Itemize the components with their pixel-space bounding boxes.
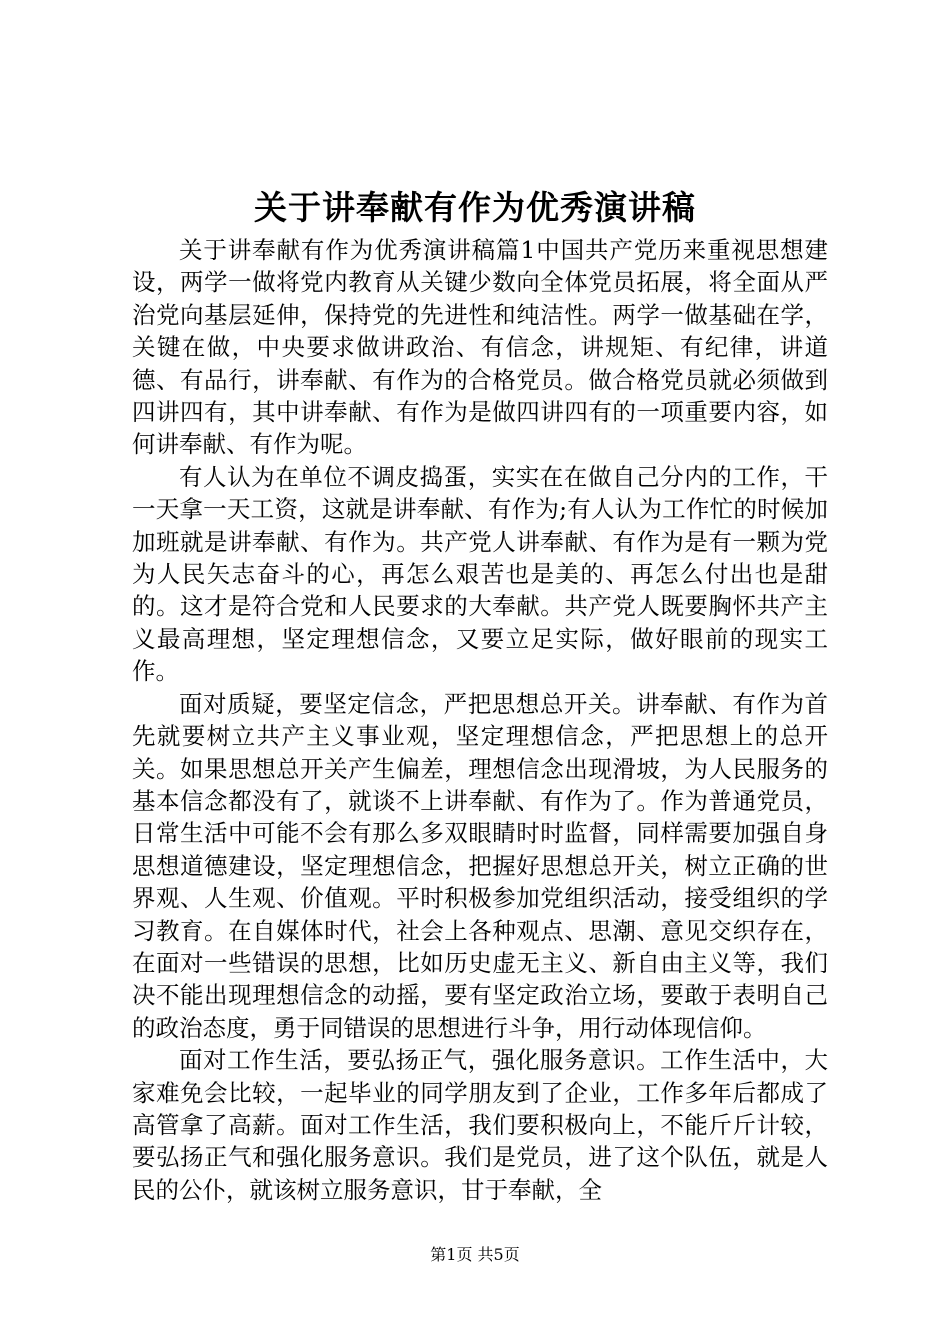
document-title: 关于讲奉献有作为优秀演讲稿 (254, 188, 696, 227)
paragraph-1: 关于讲奉献有作为优秀演讲稿篇1中国共产党历来重视思想建设，两学一做将党内教育从关键少数向全体党员拓展，将全面从严治党向基层延伸，保持党的先进性和纯洁性。两学一做基础在学，关键在做，中央要求做讲政治、有信念，讲规矩、有纪律，讲道德、有品行，讲奉献、有作为的合格党员。做合格党员就必须做到四讲四有，其中讲奉献、有作为是做四讲四有的一项重要内容，如何讲奉献、有作为呢。 (132, 236, 828, 459)
paragraph-4: 面对工作生活，要弘扬正气，强化服务意识。工作生活中，大家难免会比较，一起毕业的同学朋友到了企业，工作多年后都成了高管拿了高薪。面对工作生活，我们要积极向上，不能斤斤计较，要弘扬正气和强化服务意识。我们是党员，进了这个队伍，就是人民的公仆，就该树立服务意识，甘于奉献，全 (132, 1046, 828, 1204)
document-body (132, 234, 828, 1206)
paragraph-2: 有人认为在单位不调皮捣蛋，实实在在做自己分内的工作，干一天拿一天工资，这就是讲奉献、有作为;有人认为工作忙的时候加加班就是讲奉献、有作为。共产党人讲奉献、有作为是有一颗为党为人民矢志奋斗的心，再怎么艰苦也是美的、再怎么付出也是甜的。这才是符合党和人民要求的大奉献。共产党人既要胸怀共产主义最高理想，坚定理想信念，又要立足实际，做好眼前的现实工作。 (132, 462, 828, 686)
page-number-footer: 第1页 共5页 (430, 1245, 520, 1264)
paragraph-3: 面对质疑，要坚定信念，严把思想总开关。讲奉献、有作为首先就要树立共产主义事业观，坚定理想信念，严把思想上的总开关。如果思想总开关产生偏差，理想信念出现滑坡，为人民服务的基本信念都没有了，就谈不上讲奉献、有作为了。作为普通党员，日常生活中可能不会有那么多双眼睛时时监督，同样需要加强自身思想道德建设，坚定理想信念，把握好思想总开关，树立正确的世界观、人生观、价值观。平时积极参加党组织活动，接受组织的学习教育。在自媒体时代，社会上各种观点、思潮、意见交织存在，在面对一些错误的思想，比如历史虚无主义、新自由主义等，我们决不能出现理想信念的动摇，要有坚定政治立场，要敢于表明自己的政治态度，勇于同错误的思想进行斗争，用行动体现信仰。 (132, 689, 828, 1042)
